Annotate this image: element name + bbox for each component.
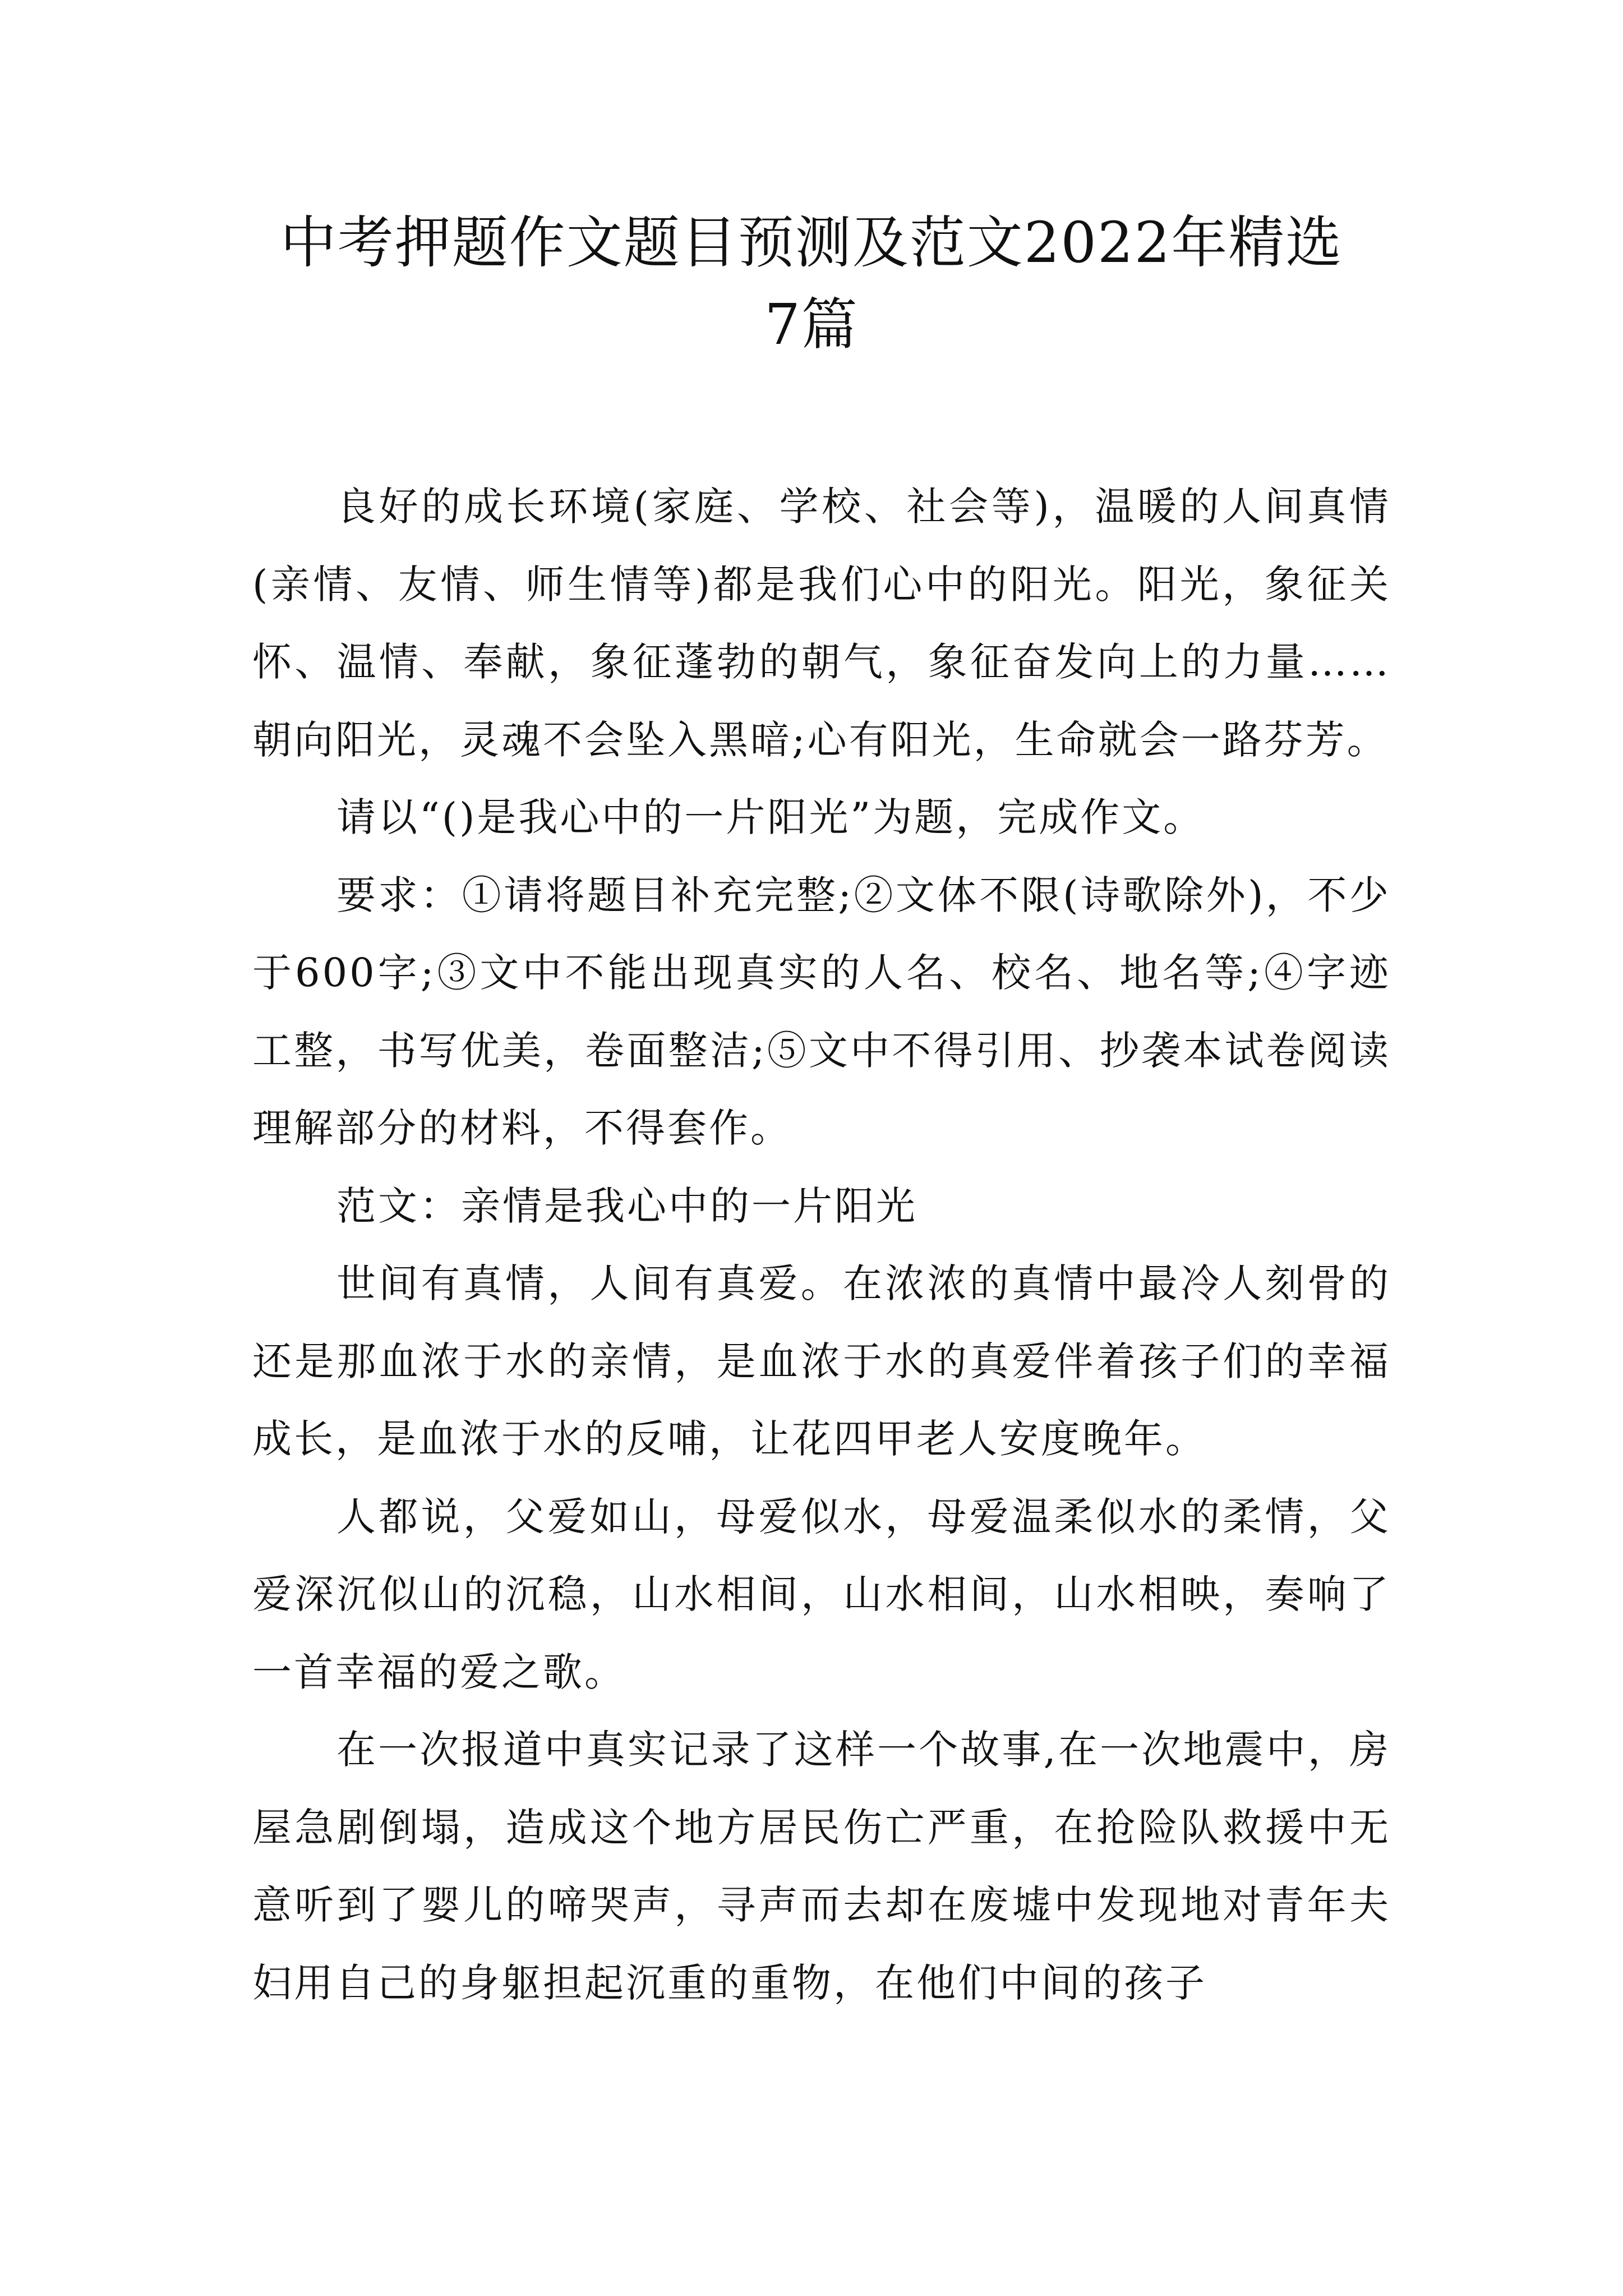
intro-paragraph: 良好的成长环境(家庭、学校、社会等)，温暖的人间真情(亲情、友情、师生情等)都是我们心中的阳光。阳光，象征关怀、温情、奉献，象征蓬勃的朝气，象征奋发向上的力量……朝向阳光，灵魂不会坠入黑暗;心有阳光，生命就会一路芬芳。 — [252, 484, 1391, 763]
document-body — [252, 468, 1391, 2022]
prompt-paragraph: 请以“()是我心中的一片阳光”为题，完成作文。 — [336, 794, 1205, 840]
requirements-paragraph: 要求：①请将题目补充完整;②文体不限(诗歌除外)，不少于600字;③文中不能出现真实的人名、校名、地名等;④字迹工整，书写优美，卷面整洁;⑤文中不得引用、抄袭本试卷阅读理解部分的材料，不得套作。 — [252, 872, 1391, 1151]
essay-paragraph: 人都说，父爱如山，母爱似水，母爱温柔似水的柔情，父爱深沉似山的沉稳，山水相间，山水相间，山水相映，奏响了一首幸福的爱之歌。 — [252, 1493, 1391, 1695]
essay-paragraph: 世间有真情，人间有真爱。在浓浓的真情中最冷人刻骨的还是那血浓于水的亲情，是血浓于水的真爱伴着孩子们的幸福成长，是血浓于水的反哺，让花四甲老人安度晚年。 — [252, 1260, 1391, 1462]
title-line-1: 中考押题作文题目预测及范文2022年精选 — [280, 210, 1343, 275]
document-title — [224, 202, 1399, 366]
title-line-2: 7篇 — [764, 292, 859, 357]
sample-essay-heading: 范文：亲情是我心中的一片阳光 — [336, 1182, 917, 1229]
essay-paragraph: 在一次报道中真实记录了这样一个故事,在一次地震中，房屋急剧倒塌，造成这个地方居民伤亡严重，在抢险队救援中无意听到了婴儿的啼哭声，寻声而去却在废墟中发现地对青年夫妇用自己的身躯担起沉重的重物，在他们中间的孩子 — [252, 1727, 1391, 2006]
